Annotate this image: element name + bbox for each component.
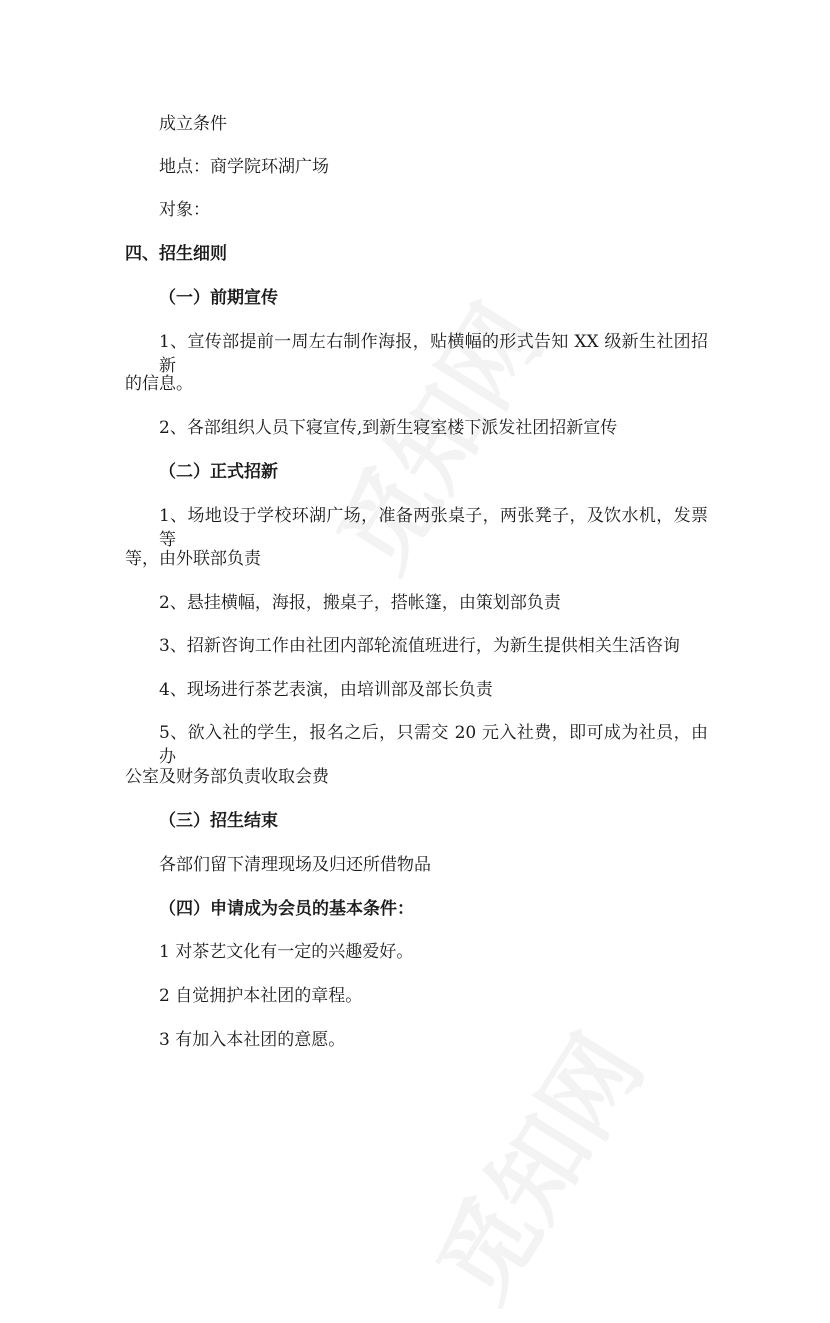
paragraph-line: 2、各部组织人员下寝宣传,到新生寝室楼下派发社团招新宣传 xyxy=(159,418,618,438)
subsection-heading: （一）前期宣传 xyxy=(159,288,278,308)
section-heading: 四、招生细则 xyxy=(125,244,227,264)
paragraph-line: 对象： xyxy=(159,200,210,220)
paragraph-line: 的信息。 xyxy=(125,374,193,394)
paragraph-line: 等，由外联部负责 xyxy=(125,549,261,569)
subsection-heading: （四）申请成为会员的基本条件： xyxy=(159,899,414,919)
paragraph-line: 2 自觉拥护本社团的章程。 xyxy=(159,986,363,1006)
paragraph-line: 5、欲入社的学生，报名之后，只需交 20 元入社费，即可成为社员，由办 xyxy=(159,723,708,767)
paragraph-line: 地点：商学院环湖广场 xyxy=(159,157,329,177)
subsection-heading: （三）招生结束 xyxy=(159,811,278,831)
paragraph-line: 1、宣传部提前一周左右制作海报，贴横幅的形式告知 XX 级新生社团招新 xyxy=(159,332,708,376)
paragraph-line: 2、悬挂横幅，海报，搬桌子，搭帐篷，由策划部负责 xyxy=(159,593,561,613)
paragraph-line: 各部们留下清理现场及归还所借物品 xyxy=(159,855,431,875)
paragraph-line: 1、场地设于学校环湖广场，准备两张桌子，两张凳子，及饮水机，发票等 xyxy=(159,506,708,550)
paragraph-line: 3 有加入本社团的意愿。 xyxy=(159,1030,346,1050)
paragraph-line: 1 对茶艺文化有一定的兴趣爱好。 xyxy=(159,942,414,962)
paragraph-line: 3、招新咨询工作由社团内部轮流值班进行，为新生提供相关生活咨询 xyxy=(159,636,680,656)
paragraph-line: 4、现场进行茶艺表演，由培训部及部长负责 xyxy=(159,680,493,700)
watermark xyxy=(400,1006,669,1323)
paragraph-line: 成立条件 xyxy=(159,114,227,134)
paragraph-line: 公室及财务部负责收取会费 xyxy=(125,767,329,787)
subsection-heading: （二）正式招新 xyxy=(159,462,278,482)
